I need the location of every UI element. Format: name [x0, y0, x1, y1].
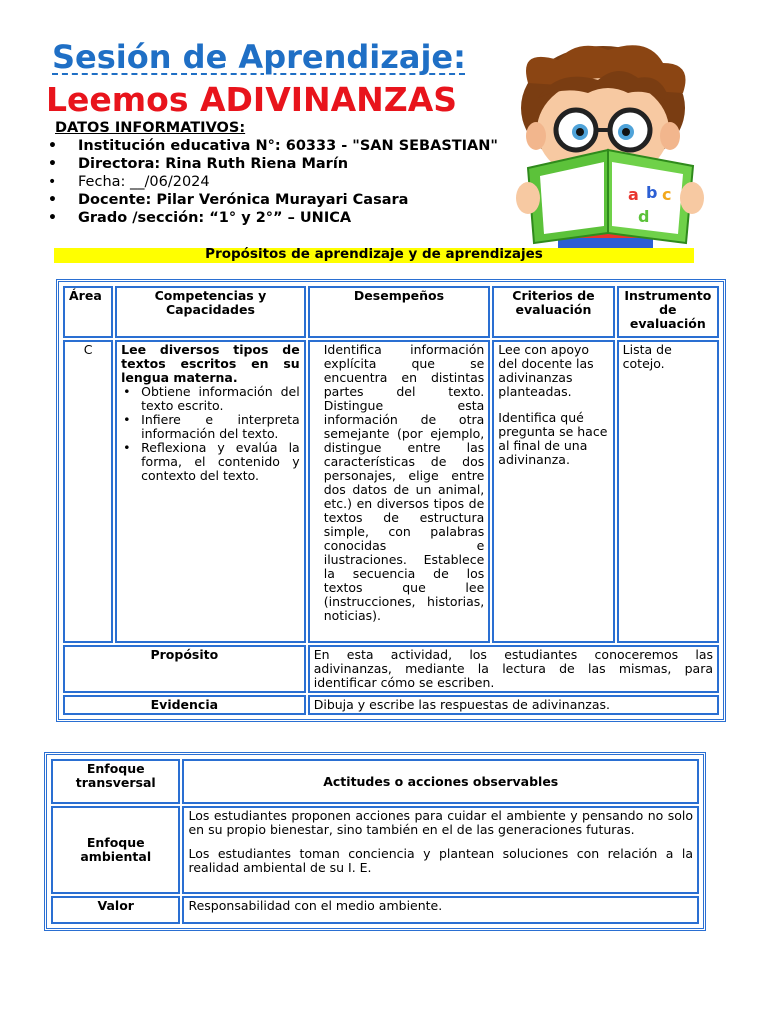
instrumento-cell: Lista de cotejo. — [617, 340, 719, 643]
desempenos-cell: Identifica información explícita que se encuentra en distintas partes del texto. Distingue esta información de otra semejante (por ejemplo, distingue entre las características de dos personajes, elige entre dos datos de un animal, etc.) en diversos tipos de textos de estructura simple, con palabras conocidas e ilustraciones. Establece la secuencia de los textos que lee (instrucciones, historias, noticias). — [308, 340, 491, 643]
proposito-label: Propósito — [63, 645, 306, 693]
datos-item: • Fecha: __/06/2024 — [48, 174, 210, 190]
svg-text:a: a — [628, 185, 639, 204]
enfoque-ambiental-cell — [182, 806, 699, 894]
capacidades-list — [121, 385, 300, 483]
evidencia-label: Evidencia — [63, 695, 306, 715]
col-header-desempenos: Desempeños — [308, 286, 491, 338]
svg-text:b: b — [646, 183, 658, 202]
criterio-text: Lee con apoyo del docente las adivinanzas planteadas. — [498, 342, 594, 399]
enfoque-header: Enfoque transversal — [51, 759, 180, 804]
col-header-instrumento: Instrumento de evaluación — [617, 286, 719, 338]
col-header-area: Área — [63, 286, 113, 338]
criterios-cell — [492, 340, 614, 643]
datos-item: • Directora: Rina Ruth Riena Marín — [48, 156, 349, 172]
proposito-text: En esta actividad, los estudiantes conoceremos las adivinanzas, mediante la lectura de las mismas, para identificar cómo se escriben. — [308, 645, 719, 693]
datos-item: • Grado /sección: “1° y 2°” – UNICA — [48, 210, 352, 226]
purposes-heading: Propósitos de aprendizaje y de aprendizajes — [205, 246, 543, 262]
actitudes-header: Actitudes o acciones observables — [182, 759, 699, 804]
col-header-criterios: Criterios de evaluación — [492, 286, 614, 338]
datos-item: • Docente: Pilar Verónica Murayari Casara — [48, 192, 409, 208]
bullet-icon: • — [48, 138, 57, 154]
table-row — [63, 695, 719, 715]
list-item: • Infiere e interpreta información del texto. — [121, 413, 300, 441]
enfoques-table — [44, 752, 706, 931]
list-item: • Obtiene información del texto escrito. — [121, 385, 300, 413]
valor-label: Valor — [51, 896, 180, 924]
competencias-cell — [115, 340, 306, 643]
valor-text: Responsabilidad con el medio ambiente. — [182, 896, 699, 924]
session-subtitle: Leemos ADIVINANZAS — [46, 80, 458, 119]
list-item: • Reflexiona y evalúa la forma, el contenido y contexto del texto. — [121, 441, 300, 483]
bullet-icon: • — [48, 192, 57, 208]
criterio-text: Identifica qué pregunta se hace al final de una adivinanza. — [498, 410, 608, 467]
evidencia-text: Dibuja y escribe las respuestas de adivinanzas. — [308, 695, 719, 715]
competencia-text: Lee diversos tipos de textos escritos en su lengua materna. — [121, 342, 300, 385]
bullet-icon: • — [48, 174, 57, 190]
purposes-table — [56, 279, 726, 722]
svg-text:c: c — [662, 185, 672, 204]
area-cell: C — [63, 340, 113, 643]
datos-heading: DATOS INFORMATIVOS: — [55, 120, 246, 136]
datos-item: • Institución educativa N°: 60333 - "SAN SEBASTIAN" — [48, 138, 498, 154]
child-reading-book-illustration — [488, 38, 728, 250]
actitud-text: Los estudiantes toman conciencia y plantean soluciones con relación a la realidad ambiental de su I. E. — [188, 846, 693, 875]
datos-list — [48, 137, 498, 227]
col-header-competencias: Competencias y Capacidades — [115, 286, 306, 338]
session-title: Sesión de Aprendizaje: — [52, 38, 466, 76]
bullet-icon: • — [48, 210, 57, 226]
table-row — [51, 896, 699, 924]
table-header-row — [51, 759, 699, 804]
table-row — [51, 806, 699, 894]
enfoque-ambiental-label: Enfoque ambiental — [51, 806, 180, 894]
table-row — [63, 645, 719, 693]
bullet-icon: • — [48, 156, 57, 172]
svg-text:d: d — [638, 207, 650, 226]
table-header-row — [63, 286, 719, 338]
table-row — [63, 340, 719, 643]
actitud-text: Los estudiantes proponen acciones para cuidar el ambiente y pensando no solo en su propio bienestar, sino también en el de las generaciones futuras. — [188, 808, 693, 837]
